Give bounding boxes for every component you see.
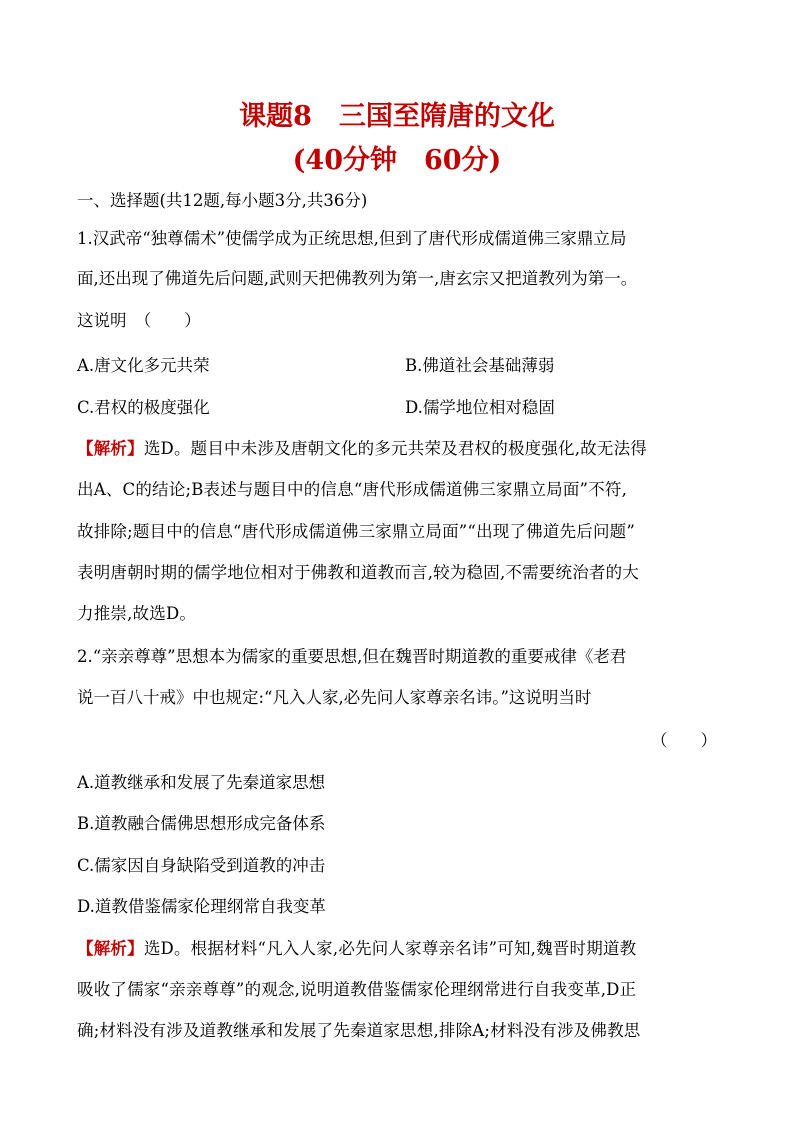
section-heading: 一、选择题(共12题,每小题3分,共36分) bbox=[77, 191, 368, 210]
q2-analysis-line-3: 确;材料没有涉及道教继承和发展了先秦道家思想,排除A;材料没有涉及佛教思 bbox=[77, 1021, 641, 1040]
q1-option-d: D.儒学地位相对稳固 bbox=[405, 398, 555, 417]
q2-answer-paren: （ ） bbox=[651, 731, 717, 750]
q2-analysis-line-2: 吸收了儒家“亲亲尊尊”的观念,说明道教借鉴儒家伦理纲常进行自我变革,D正 bbox=[77, 980, 637, 999]
q2-option-c: C.儒家因自身缺陷受到道教的冲击 bbox=[77, 856, 326, 875]
q1-options-row-1 bbox=[77, 355, 717, 377]
q1-analysis-line-1 bbox=[77, 438, 717, 460]
q2-stem-line-1: 2.“亲亲尊尊”思想本为儒家的重要思想,但在魏晋时期道教的重要戒律《老君 bbox=[77, 647, 627, 666]
q2-option-d: D.道教借鉴儒家伦理纲常自我变革 bbox=[77, 897, 326, 916]
q1-option-c: C.君权的极度强化 bbox=[77, 398, 210, 417]
q1-stem-line-2: 面,还出现了佛道先后问题,武则天把佛教列为第一,唐玄宗又把道教列为第一。 bbox=[77, 269, 638, 288]
q1-analysis-text-1: 选D。题目中未涉及唐朝文化的多元共荣及君权的极度强化,故无法得 bbox=[143, 439, 647, 458]
q1-option-b: B.佛道社会基础薄弱 bbox=[405, 356, 555, 375]
q2-stem-line-2: 说一百八十戒》中也规定:“凡入人家,必先问人家尊亲名讳。”这说明当时 bbox=[77, 688, 592, 707]
q1-analysis-line-2: 出A、C的结论;B表述与题目中的信息“唐代形成儒道佛三家鼎立局面”不符, bbox=[77, 480, 628, 499]
q2-analysis-tag: 【解析】 bbox=[77, 939, 144, 958]
q1-stem-line-1: 1.汉武帝“独尊儒术”使儒学成为正统思想,但到了唐代形成儒道佛三家鼎立局 bbox=[77, 229, 627, 248]
q1-analysis-line-5: 力推崇,故选D。 bbox=[77, 604, 197, 623]
q1-analysis-line-3: 故排除;题目中的信息“唐代形成儒道佛三家鼎立局面”“出现了佛道先后问题” bbox=[77, 522, 636, 541]
q2-option-b: B.道教融合儒佛思想形成完备体系 bbox=[77, 814, 326, 833]
q1-option-a: A.唐文化多元共荣 bbox=[77, 356, 210, 375]
q2-option-a: A.道教继承和发展了先秦道家思想 bbox=[77, 773, 326, 792]
q1-analysis-line-4: 表明唐朝时期的儒学地位相对于佛教和道教而言,较为稳固,不需要统治者的大 bbox=[77, 563, 639, 582]
q2-analysis-text-1: 选D。根据材料“凡入人家,必先问人家尊亲名讳”可知,魏晋时期道教 bbox=[143, 939, 637, 958]
q1-stem-line-3: 这说明 （ ） bbox=[77, 311, 201, 330]
q2-analysis-line-1 bbox=[77, 938, 717, 960]
q1-analysis-tag: 【解析】 bbox=[77, 439, 144, 458]
time-score-line: (40分钟 60分) bbox=[292, 145, 502, 176]
lesson-title: 课题8 三国至隋唐的文化 bbox=[239, 101, 555, 132]
q1-options-row-2 bbox=[77, 397, 717, 419]
